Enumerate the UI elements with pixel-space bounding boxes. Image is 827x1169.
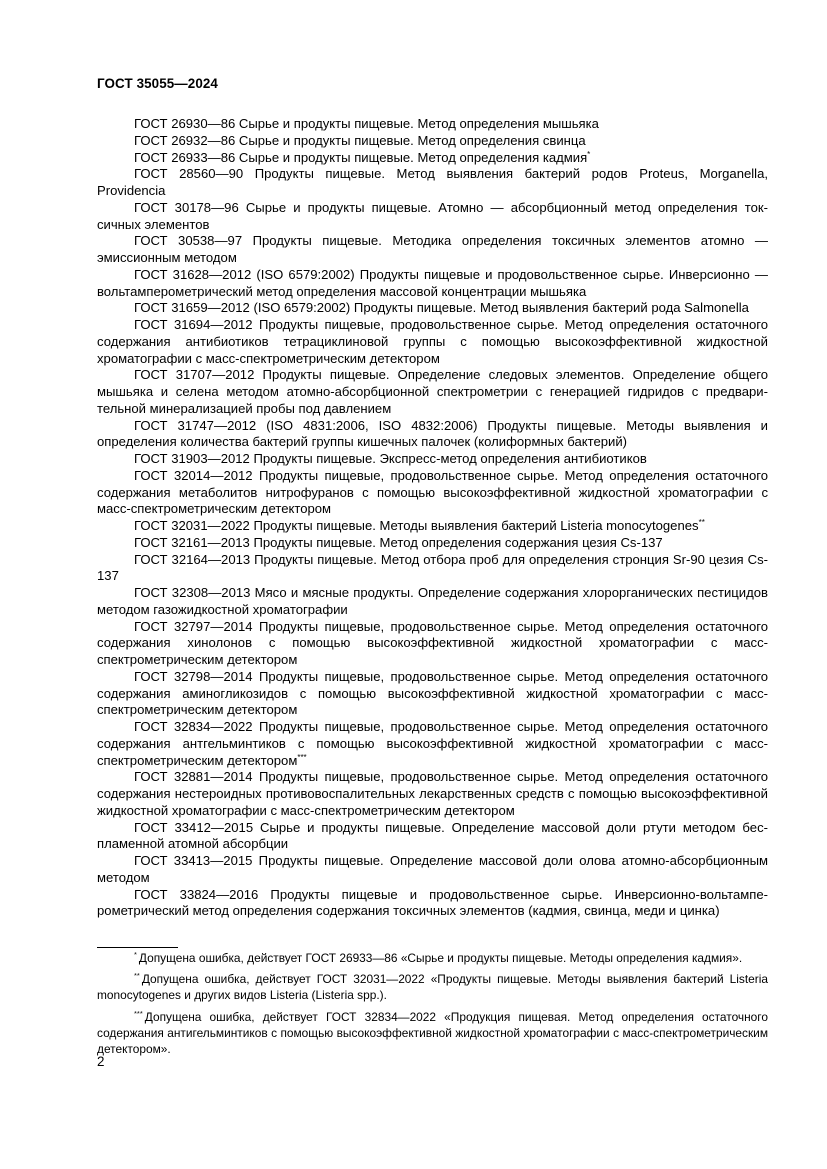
reference-item (97, 719, 768, 769)
reference-item (97, 418, 768, 452)
reference-item (97, 468, 768, 518)
reference-item (97, 619, 768, 669)
footnote-mark: * (587, 149, 591, 159)
normative-references-list (97, 116, 768, 920)
reference-text: ГОСТ 26930—86 Сырье и продукты пищевые. Метод определения мышьяка (134, 116, 599, 131)
footnote-mark: ** (134, 971, 140, 981)
reference-item (97, 451, 768, 468)
reference-text: ГОСТ 30178—96 Сырье и продукты пищевые. Атомно — абсорбционный метод определения токсичных элементов (97, 199, 768, 232)
reference-item (97, 166, 768, 200)
reference-item (97, 300, 768, 317)
footnote-text: Допущена ошибка, действует ГОСТ 32031—2022 «Продукты пищевые. Методы выявления бактерий Listeria monocytogenes и других видов Listeria (Listeria spp.). (97, 972, 768, 1003)
footnote-item (97, 971, 768, 1003)
reference-text: ГОСТ 31707—2012 Продукты пищевые. Определение следовых элементов. Определение общего мышьяка и селена методом атомно-абсорбционной спектрометрии с генерацией гидридов с предварительной минерализацией пробы под давлением (97, 367, 768, 416)
reference-text: ГОСТ 32881—2014 Продукты пищевые, продовольственное сырье. Метод определения остаточного содержания нестероидных противовоспалительных лекарственных средств с помощью высокоэффективной жидкостной хроматографии с масс-спектрометрическим детектором (97, 769, 768, 818)
reference-item (97, 518, 768, 535)
footnote-text: Допущена ошибка, действует ГОСТ 26933—86 «Сырье и продукты пищевые. Методы определения кадмия». (138, 951, 743, 965)
reference-text: ГОСТ 32798—2014 Продукты пищевые, продовольственное сырье. Метод определения остаточного содержания аминогликозидов с помощью высокоэффективной жидкостной хроматографии с масс-спектрометрическим детектором (97, 668, 768, 718)
reference-item (97, 552, 768, 586)
reference-item (97, 367, 768, 417)
footnote-mark: ** (698, 518, 705, 527)
footnote-mark: *** (134, 1008, 143, 1018)
reference-text: ГОСТ 32797—2014 Продукты пищевые, продовольственное сырье. Метод определения остаточного содержания хинолонов с помощью высокоэффективной жидкостной хроматографии с масс-спектрометрическим детектором (97, 618, 768, 667)
reference-text: ГОСТ 31659—2012 (ISO 6579:2002) Продукты пищевые. Метод выявления бактерий рода Salmonella (134, 300, 749, 316)
reference-item (97, 317, 768, 367)
reference-item (97, 535, 768, 552)
reference-text: ГОСТ 33824—2016 Продукты пищевые и продовольственное сырье. Инверсионно-вольтамперометрический метод определения содержания токсичных элементов (кадмия, свинца, меди и цинка) (97, 886, 768, 919)
reference-text: ГОСТ 32031—2022 Продукты пищевые. Методы выявления бактерий Listeria monocytogenes (134, 518, 699, 533)
reference-text: ГОСТ 33412—2015 Сырье и продукты пищевые. Определение массовой доли ртути методом беспламенной атомной абсорбции (97, 819, 768, 852)
footnote-divider (97, 947, 178, 948)
reference-item (97, 267, 768, 301)
reference-text: ГОСТ 33413—2015 Продукты пищевые. Определение массовой доли олова атомно-абсорбционным методом (97, 853, 768, 885)
reference-text: ГОСТ 32308—2013 Мясо и мясные продукты. Определение содержания хлорорганических пестицидов методом газожидкостной хроматографии (97, 585, 768, 617)
reference-item (97, 669, 768, 719)
page-header: ГОСТ 35055—2024 (97, 76, 218, 91)
reference-text: ГОСТ 26932—86 Сырье и продукты пищевые. Метод определения свинца (134, 132, 586, 148)
reference-text: ГОСТ 26933—86 Сырье и продукты пищевые. Метод определения кадмия (134, 149, 588, 165)
footnote-mark: *** (297, 752, 307, 762)
reference-text: ГОСТ 31694—2012 Продукты пищевые, продовольственное сырье. Метод определения остаточного содержания антибиотиков тетрациклиновой группы с помощью высокоэффективной жидкостной хроматографии с масс-спектрометрическим детектором (97, 317, 768, 366)
reference-text: ГОСТ 31747—2012 (ISO 4831:2006, ISO 4832:2006) Продукты пищевые. Методы выявления и определения количества бактерий группы кишечных палочек (колиформных бактерий) (97, 417, 768, 450)
reference-item (97, 233, 768, 267)
reference-item (97, 853, 768, 887)
reference-item (97, 820, 768, 854)
reference-text: ГОСТ 32834—2022 Продукты пищевые, продовольственное сырье. Метод определения остаточного содержания антгельминтиков с помощью высокоэффективной жидкостной хроматографии с масс-спектрометрическим детектором (97, 719, 768, 768)
reference-text: ГОСТ 28560—90 Продукты пищевые. Метод выявления бактерий родов Proteus, Morganella, Providencia (97, 166, 768, 198)
reference-item (97, 887, 768, 921)
footnote-text: Допущена ошибка, действует ГОСТ 32834—2022 «Продукция пищевая. Метод определения остаточного содержания антигельминтиков с помощью высокоэффективной жидкостной хроматографии с масс-спектрометрическим детектором». (97, 1009, 768, 1057)
footnote-mark: * (134, 950, 137, 959)
reference-text: ГОСТ 30538—97 Продукты пищевые. Методика определения токсичных элементов атомно — эмиссионным методом (97, 233, 768, 265)
reference-item (97, 133, 768, 150)
reference-item (97, 200, 768, 234)
reference-text: ГОСТ 32161—2013 Продукты пищевые. Метод определения содержания цезия Cs-137 (134, 534, 663, 550)
reference-item (97, 150, 768, 167)
reference-item (97, 769, 768, 819)
reference-text: ГОСТ 32014—2012 Продукты пищевые, продовольственное сырье. Метод определения остаточного содержания метаболитов нитрофуранов с помощью высокоэффективной жидкостной хроматографии с масс-спектрометрическим детектором (97, 467, 768, 517)
reference-item (97, 116, 768, 133)
footnote-item (97, 950, 768, 966)
footnote-item (97, 1009, 768, 1058)
page-number: 2 (97, 1054, 105, 1069)
reference-text: ГОСТ 31903—2012 Продукты пищевые. Экспресс-метод определения антибиотиков (134, 451, 647, 466)
reference-text: ГОСТ 31628—2012 (ISO 6579:2002) Продукты пищевые и продовольственное сырье. Инверсионно — вольтамперометрический метод определения массовой концентрации мышьяка (97, 266, 768, 299)
reference-text: ГОСТ 32164—2013 Продукты пищевые. Метод отбора проб для определения стронция Sr-90 цезия Cs-137 (97, 551, 768, 584)
reference-item (97, 585, 768, 619)
footnotes (97, 950, 768, 1062)
